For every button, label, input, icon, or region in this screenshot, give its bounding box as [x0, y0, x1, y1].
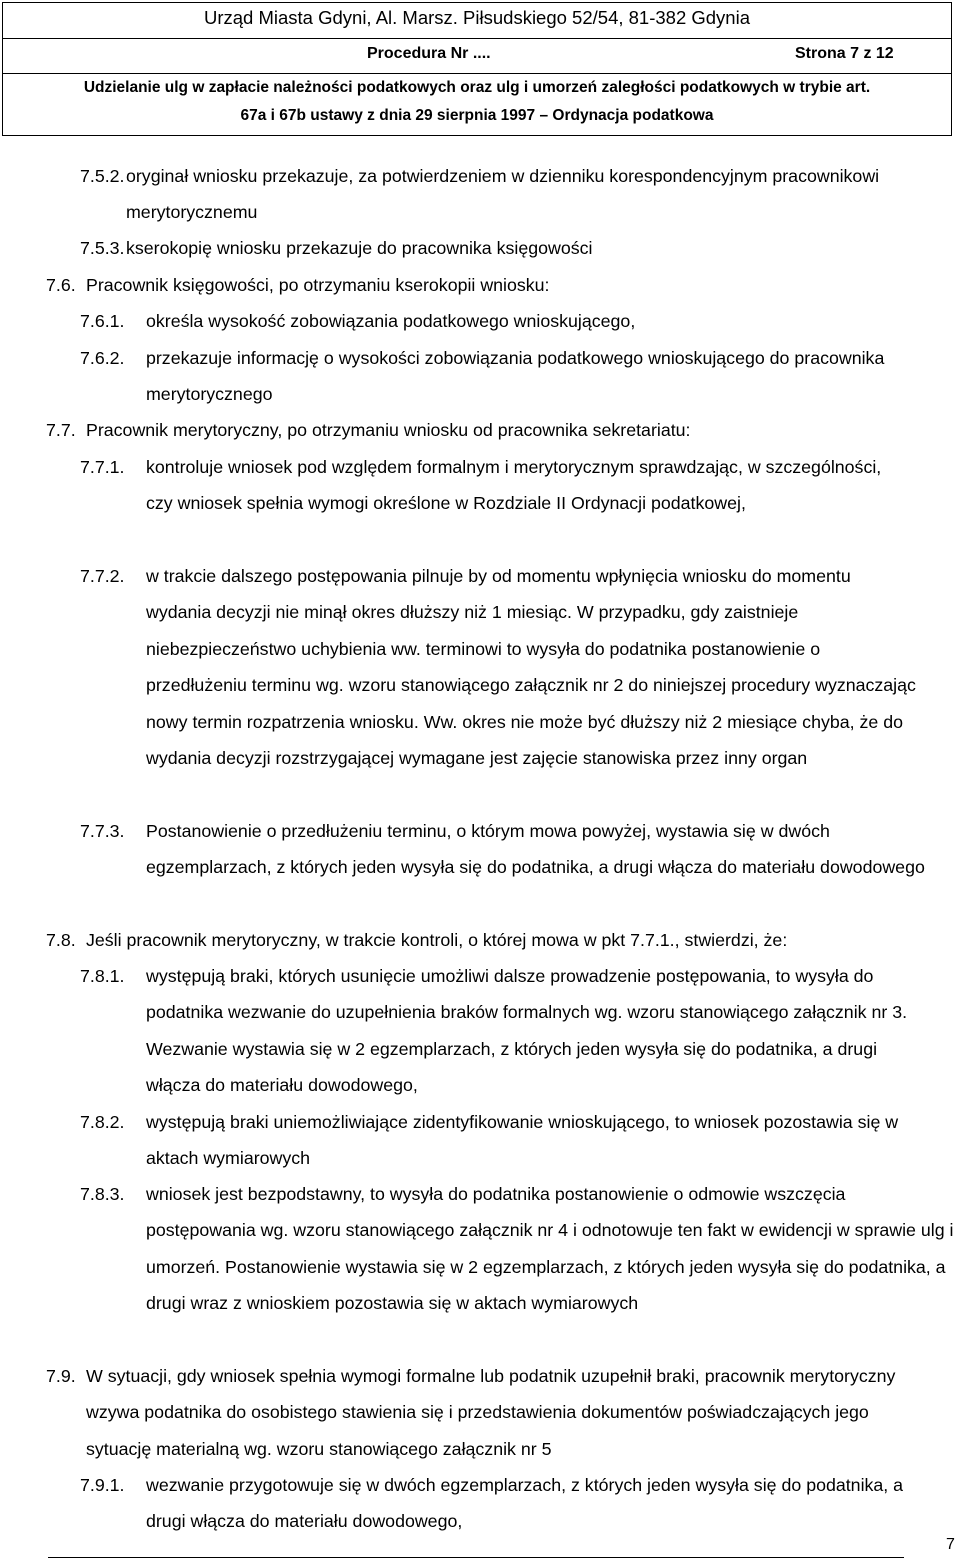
item-text: oryginał wniosku przekazuje, za potwierdzeniem w dzienniku korespondencyjnym pracownikowi merytorycznemu	[126, 166, 880, 223]
office-address: Urząd Miasta Gdyni, Al. Marsz. Piłsudskiego 52/54, 81-382 Gdynia	[203, 7, 750, 28]
item-number: 7.7.3.	[80, 821, 125, 841]
page-number: 7	[946, 1536, 955, 1553]
header-divider	[3, 38, 951, 39]
item-text: wniosek jest bezpodstawny, to wysyła do podatnika postanowienie o odmowie wszczęcia postępowania wg. wzoru stanowiącego załącznik nr 4 i odnotowuje ten fakt w ewidencji w sprawie ulg i umorzeń. Postanowienie wystawia się w 2 egzemplarzach, z których jeden wysyła się do podatnika, a drugi wraz z wnioskiem pozostawia się w aktach wymiarowych	[146, 1184, 954, 1314]
item-number: 7.7.1.	[80, 457, 125, 477]
item-number: 7.8.3.	[80, 1184, 125, 1204]
item-text: występują braki, których usunięcie umożliwi dalsze prowadzenie postępowania, to wysyła do podatnika wezwanie do uzupełnienia braków formalnych wg. wzoru stanowiącego załącznik nr 3. Wezwanie wystawia się w 2 egzemplarzach, z których jeden wysyła się do podatnika, a drugi włącza do materiału dowodowego,	[146, 966, 908, 1096]
item-number: 7.6.1.	[80, 311, 125, 331]
item-number: 7.7.2.	[80, 566, 125, 586]
item-text: Pracownik księgowości, po otrzymaniu kserokopii wniosku:	[86, 275, 550, 295]
item-number: 7.6.	[46, 275, 76, 295]
item-number: 7.9.1.	[80, 1475, 125, 1495]
item-text: Pracownik merytoryczny, po otrzymaniu wniosku od pracownika sekretariatu:	[86, 420, 691, 440]
item-text: kserokopię wniosku przekazuje do pracownika księgowości	[126, 238, 593, 258]
item-text: wezwanie przygotowuje się w dwóch egzemplarzach, z których jeden wysyła się do podatnika, a drugi włącza do materiału dowodowego,	[146, 1475, 904, 1532]
header-divider	[3, 73, 951, 74]
procedure-number: Procedura Nr ....	[367, 45, 491, 62]
procedure-title-line2: 67a i 67b ustawy z dnia 29 sierpnia 1997 – Ordynacja podatkowa	[240, 107, 714, 124]
item-number: 7.8.	[46, 930, 76, 950]
page-header	[2, 2, 952, 136]
procedure-title-line1: Udzielanie ulg w zapłacie należności podatkowych oraz ulg i umorzeń zaległości podatkowych w trybie art.	[83, 79, 871, 96]
item-text: przekazuje informację o wysokości zobowiązania podatkowego wnioskującego do pracownika merytorycznego	[146, 348, 885, 405]
item-text: W sytuacji, gdy wniosek spełnia wymogi formalne lub podatnik uzupełnił braki, pracownik merytoryczny wzywa podatnika do osobistego stawienia się i przedstawienia dokumentów poświadczających jego sytuację materialną wg. wzoru stanowiącego załącznik nr 5	[86, 1366, 896, 1459]
item-text: Jeśli pracownik merytoryczny, w trakcie kontroli, o której mowa w pkt 7.7.1., stwierdzi, że:	[86, 930, 788, 950]
item-number: 7.8.2.	[80, 1112, 125, 1132]
page-indicator: Strona 7 z 12	[795, 45, 894, 62]
item-number: 7.5.2.	[80, 166, 125, 186]
item-text: w trakcie dalszego postępowania pilnuje by od momentu wpłynięcia wniosku do momentu wydania decyzji nie minął okres dłuższy niż 1 miesiąc. W przypadku, gdy zaistnieje niebezpieczeństwo uchybienia ww. terminowi to wysyła do podatnika postanowienie o przedłużeniu terminu wg. wzoru stanowiącego załącznik nr 2 do niniejszej procedury wyznaczając nowy termin rozpatrzenia wniosku. Ww. okres nie może być dłuższy niż 2 miesiące chyba, że do wydania decyzji rozstrzygającej wymagane jest zajęcie stanowiska przez inny organ	[146, 566, 916, 769]
item-number: 7.7.	[46, 420, 76, 440]
item-number: 7.9.	[46, 1366, 76, 1386]
item-number: 7.6.2.	[80, 348, 125, 368]
item-text: kontroluje wniosek pod względem formalnym i merytorycznym sprawdzając, w szczególności, czy wniosek spełnia wymogi określone w Rozdziale II Ordynacji podatkowej,	[146, 457, 882, 514]
item-text: określa wysokość zobowiązania podatkowego wnioskującego,	[146, 311, 636, 331]
item-text: Postanowienie o przedłużeniu terminu, o którym mowa powyżej, wystawia się w dwóch egzemplarzach, z których jeden wysyła się do podatnika, a drugi włącza do materiału dowodowego	[146, 821, 925, 878]
item-number: 7.8.1.	[80, 966, 125, 986]
item-text: występują braki uniemożliwiające zidentyfikowanie wnioskującego, to wniosek pozostawia się w aktach wymiarowych	[146, 1112, 899, 1169]
item-number: 7.5.3.	[80, 238, 125, 258]
footer-rule	[48, 1557, 904, 1558]
